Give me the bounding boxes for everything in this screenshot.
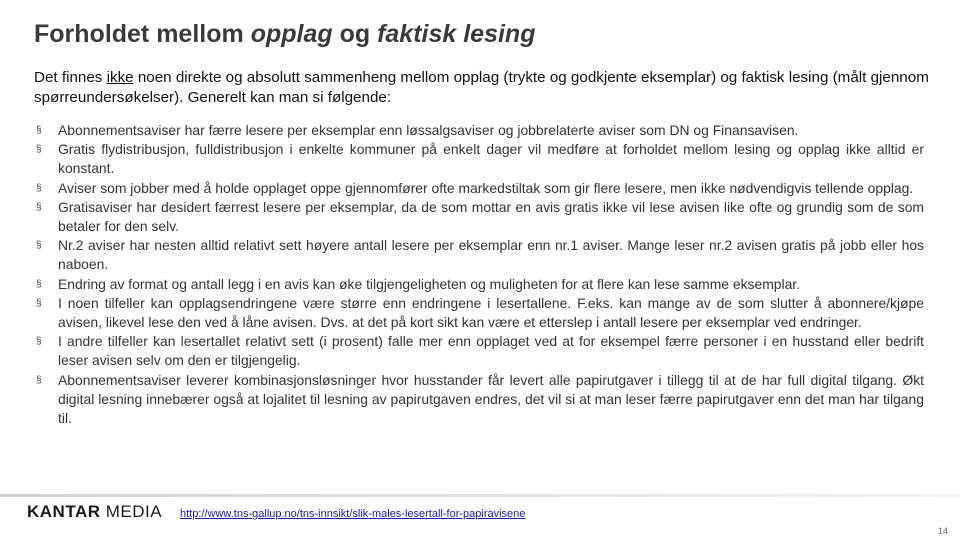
- footer-divider: [0, 494, 960, 497]
- bullet-item: [36, 294, 924, 332]
- bullet-marker-icon: §: [36, 182, 42, 194]
- bullet-item: [36, 275, 924, 294]
- bullet-item: [36, 236, 924, 274]
- bullet-text: I andre tilfeller kan lesertallet relativt sett (i prosent) falle mer enn opplaget ved at for eksempel færre personer i en husstand eller bedrift leser avisen selv om den er tilgjengelig.: [58, 333, 924, 369]
- bullet-text: I noen tilfeller kan opplagsendringene være større enn endringene i lesertallene. F.eks. kan mange av de som slutter å abonnere/kjøpe avisen, likevel lese den ved å låne avisen. Dvs. at det på kort sikt kan være et etterslep i antall lesere per eksemplar ved endringer.: [58, 294, 924, 331]
- bullet-text: Gratisaviser har desidert færrest lesere per eksemplar, da de som mottar en avis gratis ikke vil lese avisen like ofte og grundig som de som betaler for den selv.: [58, 198, 924, 235]
- bullet-marker-icon: §: [36, 144, 42, 156]
- bullet-text: Abonnementsaviser har færre lesere per eksemplar enn løssalgsaviser og jobbrelaterte aviser som DN og Finansavisen.: [58, 122, 799, 138]
- bullet-text: Nr.2 aviser har nesten alltid relativt sett høyere antall lesere per eksemplar enn nr.1 aviser. Mange leser nr.2 avisen gratis på jobb eller hos naboen.: [58, 237, 924, 273]
- intro-underlined-word: ikke: [106, 69, 134, 86]
- source-link[interactable]: http://www.tns-gallup.no/tns-innsikt/slik-males-lesertall-for-papiravisene: [180, 508, 526, 520]
- bullet-list: [36, 121, 924, 428]
- bullet-marker-icon: §: [36, 297, 42, 309]
- bullet-text: Aviser som jobber med å holde opplaget oppe gjennomfører ofte markedstiltak som gir flere lesere, men ikke nødvendigvis tellende opplag.: [58, 179, 914, 196]
- slide-title: [34, 20, 535, 49]
- bullet-marker-icon: §: [36, 125, 42, 136]
- title-text-italic-2: faktisk lesing: [377, 20, 536, 48]
- bullet-text: Gratis flydistribusjon, fulldistribusjon i enkelte kommuner på enkelt dager vil medføre at forholdet mellom lesing og opplag ikke alltid er konstant.: [58, 141, 924, 177]
- kantar-media-logo: [27, 502, 162, 522]
- bullet-marker-icon: §: [36, 336, 42, 348]
- bullet-text: Endring av format og antall legg i en avis kan øke tilgjengeligheten og muligheten for at flere kan lese samme eksemplar.: [58, 275, 801, 292]
- logo-text-media: MEDIA: [105, 502, 163, 521]
- logo-text-kantar: KANTAR: [27, 502, 106, 521]
- intro-paragraph: [34, 68, 934, 108]
- page-number: 14: [937, 526, 948, 536]
- bullet-item: [36, 121, 924, 140]
- bullet-item: [36, 140, 924, 178]
- bullet-text: Abonnementsaviser leverer kombinasjonsløsninger hvor husstander får levert alle papirutgaver i tillegg til at de har full digital tilgang. Økt digital lesning innebærer også at lojalitet til lesning av papirutgaven endres, det vil si at man leser færre papirutgaver enn det man har tilgang til.: [58, 371, 924, 427]
- intro-text-before: Det finnes: [34, 69, 107, 86]
- bullet-marker-icon: §: [36, 278, 42, 290]
- bullet-item: [36, 332, 924, 370]
- title-text-italic-1: opplag: [250, 20, 333, 48]
- bullet-item: [36, 198, 924, 236]
- bullet-marker-icon: §: [36, 374, 42, 386]
- bullet-item: [36, 179, 924, 198]
- bullet-item: [36, 371, 924, 429]
- bullet-marker-icon: §: [36, 201, 42, 213]
- title-text-2: og: [332, 20, 378, 48]
- intro-text-after: noen direkte og absolutt sammenheng mellom opplag (trykte og godkjente eksemplar) og faktisk lesing (målt gjennom spørreundersøkelser). Generelt kan man si følgende:: [34, 69, 929, 106]
- bullet-marker-icon: §: [36, 240, 42, 252]
- title-text-1: Forholdet mellom: [34, 20, 251, 48]
